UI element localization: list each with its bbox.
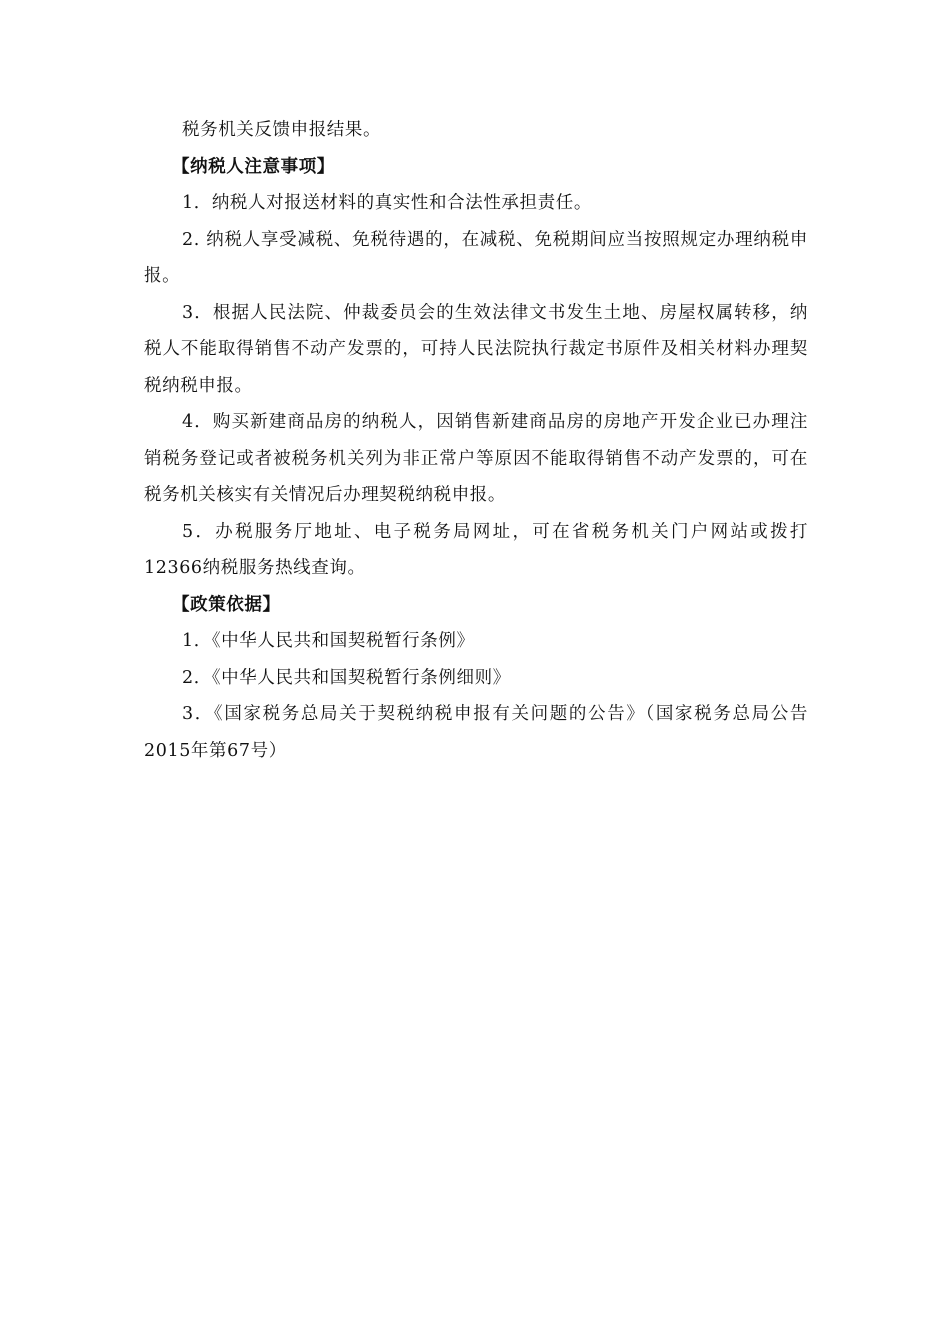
note-item-2: 2. 纳税人享受减税、免税待遇的，在减税、免税期间应当按照规定办理纳税申报。	[144, 229, 808, 286]
note-item-5: 5．办税服务厅地址、电子税务局网址，可在省税务机关门户网站或拨打12366纳税服务热线查询。	[144, 521, 808, 578]
section-heading-policy-basis: 【政策依据】	[172, 594, 281, 615]
section-heading-taxpayer-notes: 【纳税人注意事项】	[172, 156, 335, 177]
policy-item-3: 3．《国家税务总局关于契税纳税申报有关问题的公告》（国家税务总局公告2015年第67号）	[144, 704, 808, 761]
note-item-1: 1．纳税人对报送材料的真实性和合法性承担责任。	[182, 193, 592, 213]
note-item-3: 3．根据人民法院、仲裁委员会的生效法律文书发生土地、房屋权属转移，纳税人不能取得销售不动产发票的，可持人民法院执行裁定书原件及相关材料办理契税纳税申报。	[144, 302, 808, 396]
policy-item-1: 1．《中华人民共和国契税暂行条例》	[182, 631, 475, 651]
document-page	[144, 112, 808, 769]
policy-item-2: 2．《中华人民共和国契税暂行条例细则》	[182, 667, 511, 688]
note-item-4: 4．购买新建商品房的纳税人，因销售新建商品房的房地产开发企业已办理注销税务登记或者被税务机关列为非正常户等原因不能取得销售不动产发票的，可在税务机关核实有关情况后办理契税纳税申报。	[144, 412, 808, 505]
continuation-paragraph: 税务机关反馈申报结果。	[182, 120, 382, 140]
